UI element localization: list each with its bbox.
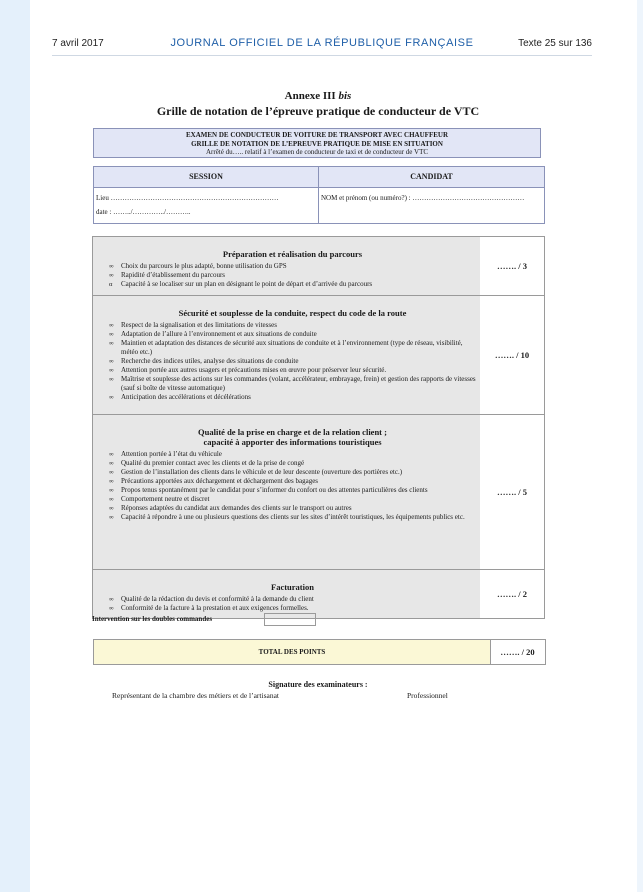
section-relation-client	[93, 415, 544, 570]
bullet-symbol-icon: ∞	[109, 272, 114, 279]
criterion-text: Choix du parcours le plus adapté, bonne utilisation du GPS	[121, 262, 287, 270]
candidate-header: CANDIDAT	[319, 167, 544, 188]
exam-line-1: EXAMEN DE CONDUCTEUR DE VOITURE DE TRANSPORT AVEC CHAUFFEUR	[185, 131, 449, 139]
criterion-text: Précautions apportées aux déchargement et déchargement des bagages	[121, 477, 319, 485]
bullet-symbol-icon: ∞	[109, 469, 114, 476]
bullet-symbol-icon: ∞	[109, 596, 114, 603]
criterion-text: Attention portée à l’état du véhicule	[121, 450, 222, 458]
criteria-list	[109, 450, 476, 522]
bullet-symbol-icon: ∞	[109, 340, 114, 347]
candidate-name-field[interactable]: NOM et prénom (ou numéro?) : …………………………………………	[321, 194, 525, 202]
section-score[interactable]: ……. / 3	[480, 237, 544, 295]
bullet-symbol-icon: ∞	[109, 367, 114, 374]
criterion-text: Adaptation de l’allure à l’environnement et aux situations de conduite	[121, 330, 317, 338]
page-margin-band-right	[637, 0, 643, 892]
bullet-symbol-icon: α	[109, 281, 113, 288]
criterion-item	[109, 330, 476, 339]
exam-info-box	[93, 128, 541, 158]
signature-representant: Représentant de la chambre des métiers et de l’artisanat	[112, 691, 280, 700]
criterion-item	[109, 513, 476, 522]
section-score[interactable]: ……. / 10	[480, 296, 544, 414]
criterion-item	[109, 595, 476, 604]
criterion-text: Comportement neutre et discret	[121, 495, 210, 503]
criterion-item	[109, 504, 476, 513]
section-title: Sécurité et souplesse de la conduite, respect du code de la route	[178, 308, 407, 318]
criteria-list	[109, 595, 476, 613]
exam-line-3: Arrêté du….. relatif à l’examen de conducteur de taxi et de conducteur de VTC	[205, 148, 429, 156]
bullet-symbol-icon: ∞	[109, 487, 114, 494]
criterion-item	[109, 280, 476, 289]
section-title: Facturation	[271, 582, 314, 592]
intervention-label: Intervention sur les doubles commandes	[92, 615, 213, 623]
criterion-text: Recherche des indices utiles, analyse des situations de conduite	[121, 357, 299, 365]
bullet-symbol-icon: ∞	[109, 605, 114, 612]
criterion-text: Anticipation des accélérations et décélérations	[121, 393, 251, 401]
intervention-row	[92, 613, 316, 626]
intervention-box[interactable]	[264, 613, 316, 626]
criterion-item	[109, 450, 476, 459]
criterion-item	[109, 271, 476, 280]
signature-title: Signature des examinateurs :	[268, 680, 368, 689]
criterion-item	[109, 321, 476, 330]
bullet-symbol-icon: ∞	[109, 505, 114, 512]
bullet-symbol-icon: ∞	[109, 322, 114, 329]
section-criteria	[93, 415, 481, 569]
criterion-item	[109, 393, 476, 402]
criterion-item	[109, 375, 476, 393]
criterion-item	[109, 357, 476, 366]
criterion-text: Capacité à se localiser sur un plan en désignant le point de départ et d’arrivée du parcours	[121, 280, 373, 288]
total-label: TOTAL DES POINTS	[94, 640, 491, 664]
bullet-symbol-icon: ∞	[109, 460, 114, 467]
criterion-text: Qualité du premier contact avec les clients et de la prise de congé	[121, 459, 305, 467]
criterion-text: Rapidité d’établissement du parcours	[121, 271, 225, 279]
session-header: SESSION	[94, 167, 319, 188]
total-score[interactable]: ……. / 20	[500, 647, 535, 657]
criterion-item	[109, 477, 476, 486]
criterion-text: Propos tenus spontanément par le candidat pour s’informer du confort ou des attentes particulières des clients	[121, 486, 428, 494]
section-title: Qualité de la prise en charge et de la relation client ;	[198, 427, 387, 437]
total-row	[93, 639, 546, 665]
bullet-symbol-icon: ∞	[109, 376, 114, 383]
column-divider	[318, 187, 319, 223]
header-page-number: Texte 25 sur 136	[518, 38, 592, 49]
criterion-text: Maintien et adaptation des distances de sécurité aux situations de conduite et à l’environnement (type de réseau, visibilité, météo etc.)	[121, 339, 463, 356]
header-date: 7 avril 2017	[52, 38, 104, 49]
criterion-item	[109, 366, 476, 375]
section-score[interactable]: ……. / 5	[480, 415, 544, 569]
bullet-symbol-icon: ∞	[109, 263, 114, 270]
criterion-text: Attention portée aux autres usagers et précautions mises en œuvre pour préserver leur sécurité.	[121, 366, 387, 374]
page-margin-band	[0, 0, 30, 892]
section-title: Préparation et réalisation du parcours	[222, 249, 363, 259]
annexe-label: Annexe III	[284, 90, 339, 102]
criterion-text: Capacité à répondre à une ou plusieurs questions des clients sur les sites d’intérêt touristiques, les équipements publics etc.	[121, 513, 465, 521]
header-rule	[52, 55, 592, 56]
document-title: Grille de notation de l’épreuve pratique de conducteur de VTC	[156, 104, 480, 118]
criterion-text: Qualité de la rédaction du devis et conformité à la demande du client	[121, 595, 314, 603]
criterion-item	[109, 262, 476, 271]
criterion-text: Réponses adaptées du candidat aux demandes des clients sur le transport ou autres	[121, 504, 352, 512]
bullet-symbol-icon: ∞	[109, 394, 114, 401]
criterion-text: Conformité de la facture à la prestation et aux exigences formelles.	[121, 604, 309, 612]
criterion-item	[109, 468, 476, 477]
date-field[interactable]: date : ……../…………../………..	[96, 208, 191, 216]
bullet-symbol-icon: ∞	[109, 478, 114, 485]
section-securite	[93, 296, 544, 415]
annexe-bis: bis	[338, 90, 352, 102]
page-header	[52, 37, 592, 51]
section-criteria	[93, 296, 481, 414]
section-criteria	[93, 237, 481, 295]
section-title-line-2: capacité à apporter des informations touristiques	[203, 437, 382, 447]
exam-line-2: GRILLE DE NOTATION DE L’EPREUVE PRATIQUE DE MISE EN SITUATION	[191, 139, 443, 148]
signature-professionnel: Professionnel	[407, 691, 448, 700]
bullet-symbol-icon: ∞	[109, 358, 114, 365]
session-candidate-table	[93, 166, 545, 224]
annexe-heading	[92, 90, 544, 102]
criterion-text: Respect de la signalisation et des limitations de vitesses	[121, 321, 277, 329]
criteria-list	[109, 262, 476, 289]
journal-title: JOURNAL OFFICIEL DE LA RÉPUBLIQUE FRANÇAISE	[170, 37, 474, 49]
section-facturation	[93, 570, 544, 618]
bullet-symbol-icon: ∞	[109, 496, 114, 503]
criterion-item	[109, 339, 476, 357]
criterion-item	[109, 495, 476, 504]
criteria-list	[109, 321, 476, 402]
bullet-symbol-icon: ∞	[109, 331, 114, 338]
criterion-text: Maîtrise et souplesse des actions sur les commandes (volant, accélérateur, embrayage, frein) et gestion des rapports de vitesses (sauf si boîte de vitesse automatique)	[121, 375, 476, 392]
criterion-item	[109, 486, 476, 495]
lieu-field[interactable]: Lieu ………………………………………………………………	[96, 194, 279, 202]
criterion-item	[109, 604, 476, 613]
criterion-item	[109, 459, 476, 468]
section-parcours	[93, 237, 544, 296]
bullet-symbol-icon: ∞	[109, 451, 114, 458]
scoring-grid	[92, 236, 545, 619]
criterion-text: Gestion de l’installation des clients dans le véhicule et de leur descente (ouverture des portières etc.)	[121, 468, 403, 476]
bullet-symbol-icon: ∞	[109, 514, 114, 521]
section-score[interactable]: ……. / 2	[480, 570, 544, 618]
section-criteria	[93, 570, 481, 618]
